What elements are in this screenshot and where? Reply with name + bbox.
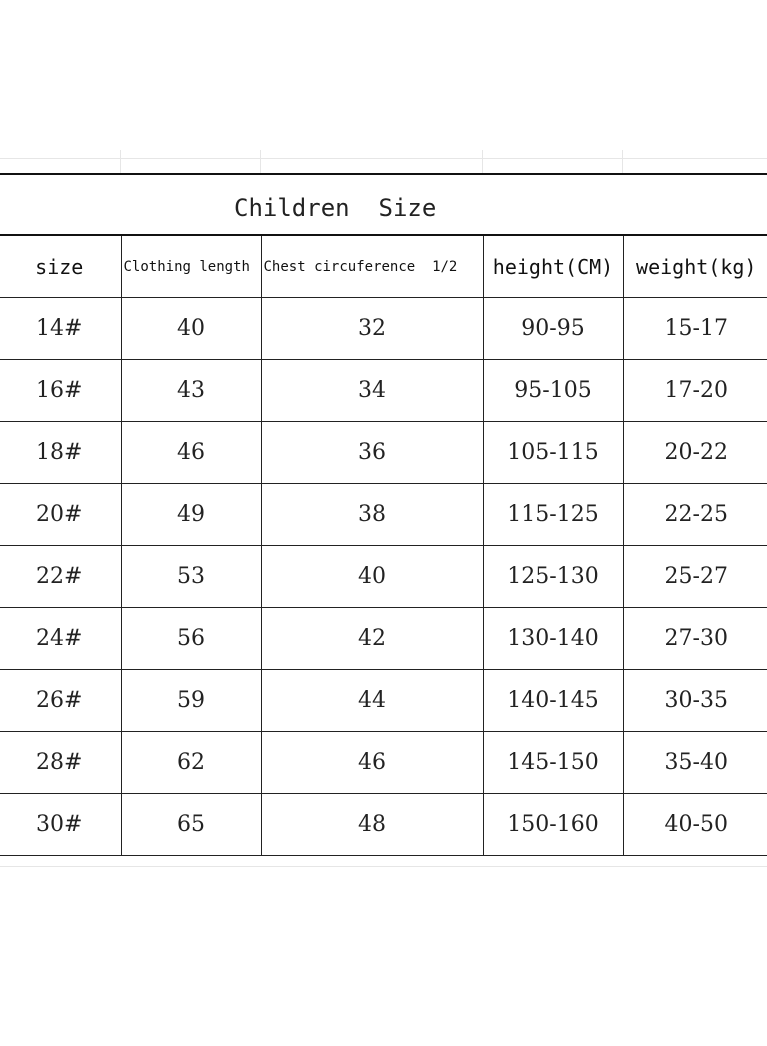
cell-size: 22# (0, 546, 121, 608)
column-header-height: height(CM) (483, 235, 623, 298)
cell-chest: 38 (261, 484, 483, 546)
cell-clothing-length: 59 (121, 670, 261, 732)
cell-size: 14# (0, 298, 121, 360)
cell-clothing-length: 62 (121, 732, 261, 794)
cell-size: 18# (0, 422, 121, 484)
cell-height: 95-105 (483, 360, 623, 422)
cell-height: 140-145 (483, 670, 623, 732)
column-header-chest-circumference: Chest circuference 1/2 (261, 235, 483, 298)
cell-chest: 32 (261, 298, 483, 360)
table-row (0, 670, 767, 732)
cell-weight: 35-40 (623, 732, 767, 794)
cell-height: 105-115 (483, 422, 623, 484)
cell-size: 28# (0, 732, 121, 794)
cell-weight: 30-35 (623, 670, 767, 732)
header-row (0, 235, 767, 298)
table-row (0, 732, 767, 794)
chart-title: Children Size (0, 174, 767, 235)
cell-size: 30# (0, 794, 121, 856)
cell-size: 20# (0, 484, 121, 546)
cell-chest: 36 (261, 422, 483, 484)
cell-chest: 46 (261, 732, 483, 794)
cell-clothing-length: 53 (121, 546, 261, 608)
cell-weight: 40-50 (623, 794, 767, 856)
gridline-top (0, 158, 767, 159)
table-row (0, 360, 767, 422)
cell-weight: 27-30 (623, 608, 767, 670)
cell-height: 125-130 (483, 546, 623, 608)
cell-height: 130-140 (483, 608, 623, 670)
cell-weight: 25-27 (623, 546, 767, 608)
column-header-clothing-length: Clothing length (121, 235, 261, 298)
cell-chest: 48 (261, 794, 483, 856)
cell-chest: 40 (261, 546, 483, 608)
cell-weight: 17-20 (623, 360, 767, 422)
title-row (0, 174, 767, 235)
cell-weight: 20-22 (623, 422, 767, 484)
gridline-col-4-top (622, 150, 623, 173)
cell-clothing-length: 46 (121, 422, 261, 484)
cell-weight: 15-17 (623, 298, 767, 360)
cell-clothing-length: 49 (121, 484, 261, 546)
column-header-size: size (0, 235, 121, 298)
table-row (0, 546, 767, 608)
cell-size: 26# (0, 670, 121, 732)
cell-height: 90-95 (483, 298, 623, 360)
cell-clothing-length: 65 (121, 794, 261, 856)
gridline-bottom (0, 866, 767, 867)
cell-clothing-length: 56 (121, 608, 261, 670)
cell-chest: 34 (261, 360, 483, 422)
gridline-col-1-top (120, 150, 121, 173)
table-row (0, 484, 767, 546)
table-row (0, 422, 767, 484)
cell-clothing-length: 40 (121, 298, 261, 360)
cell-chest: 42 (261, 608, 483, 670)
gridline-col-3-top (482, 150, 483, 173)
size-chart-table (0, 173, 767, 856)
table-row (0, 794, 767, 856)
cell-height: 115-125 (483, 484, 623, 546)
table-row (0, 298, 767, 360)
cell-size: 16# (0, 360, 121, 422)
cell-size: 24# (0, 608, 121, 670)
gridline-col-2-top (260, 150, 261, 173)
table-row (0, 608, 767, 670)
cell-clothing-length: 43 (121, 360, 261, 422)
cell-height: 145-150 (483, 732, 623, 794)
cell-chest: 44 (261, 670, 483, 732)
size-chart-body (0, 174, 767, 856)
cell-height: 150-160 (483, 794, 623, 856)
column-header-weight: weight(kg) (623, 235, 767, 298)
cell-weight: 22-25 (623, 484, 767, 546)
